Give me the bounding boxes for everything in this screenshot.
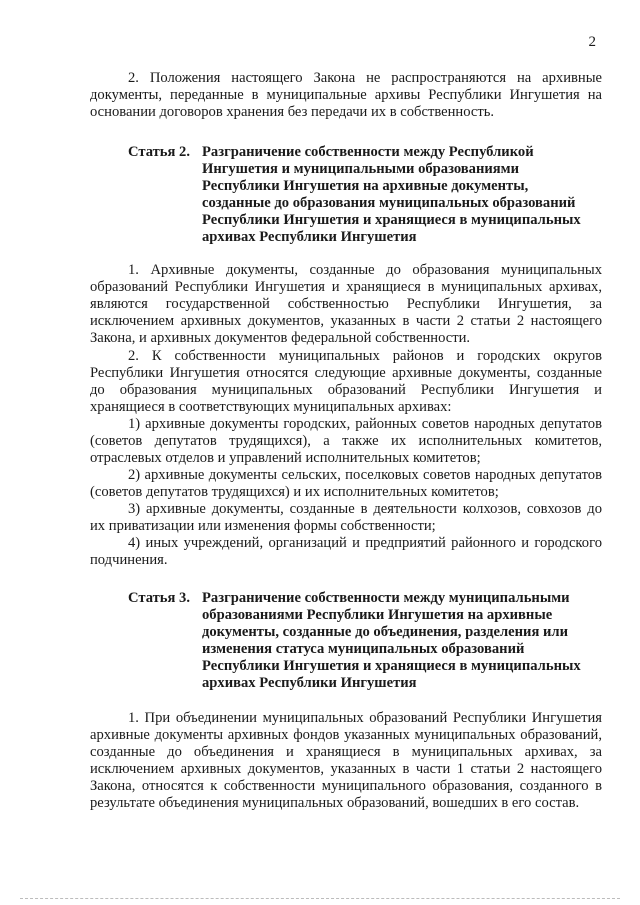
article-3-label: Статья 3. xyxy=(128,590,190,606)
article-2-title-line: созданные до образования муниципальных образований xyxy=(202,195,576,212)
article-2-title-line: архивах Республики Ингушетия xyxy=(202,229,417,246)
article-3-title-line: документы, созданные до объединения, разделения или xyxy=(202,624,569,641)
article-2-list-item: 3) архивные документы, созданные в деятельности колхозов, совхозов до их приватизации или изменения формы собственности; xyxy=(90,501,602,535)
page-number: 2 xyxy=(588,34,596,50)
article-2-list-item: 2) архивные документы сельских, поселковых советов народных депутатов (советов депутатов трудящихся) и их исполнительных комитетов; xyxy=(90,467,602,501)
article-3-title-line: изменения статуса муниципальных образований xyxy=(202,641,525,658)
article-3-title-line: Республики Ингушетия и хранящиеся в муниципальных xyxy=(202,658,581,675)
article-2-title-line: Разграничение собственности между Республикой xyxy=(202,144,534,160)
article-2-list-item: 1) архивные документы городских, районных советов народных депутатов (советов депутатов трудящихся), а также их исполнительных комитетов, отраслевых отделов и управлений исполнительных комитетов; xyxy=(90,416,602,467)
article-3-title-line: образованиями Республики Ингушетия на архивные xyxy=(202,607,553,624)
article-3-paragraph: 1. При объединении муниципальных образований Республики Ингушетия архивные документы архивных фондов указанных муниципальных образований, созданные до объединения и хранящиеся в муниципальных архивах, за исключением архивных документов, указанных в части 1 статьи 2 настоящего Закона, относятся к собственности муниципального образования, созданного в результате объединения муниципальных образований, вошедших в его состав. xyxy=(90,710,602,812)
article-3-title-line: Разграничение собственности между муниципальными xyxy=(202,590,570,606)
article-2-title-line: Республики Ингушетия на архивные документы, xyxy=(202,178,529,195)
article-2-label: Статья 2. xyxy=(128,144,190,160)
article-2-title-line: Ингушетия и муниципальными образованиями xyxy=(202,161,520,178)
article-2-title-line: Республики Ингушетия и хранящиеся в муниципальных xyxy=(202,212,581,229)
article-2-list-item: 4) иных учреждений, организаций и предприятий районного и городского подчинения. xyxy=(90,535,602,569)
article-3-heading xyxy=(128,590,608,693)
article-2-heading xyxy=(128,144,608,247)
paragraph-2-applicability: 2. Положения настоящего Закона не распространяются на архивные документы, переданные в муниципальные архивы Республики Ингушетия на основании договоров хранения без передачи их в собственность. xyxy=(90,70,602,121)
page-bottom-edge xyxy=(20,898,620,899)
article-2-paragraph: 2. К собственности муниципальных районов и городских округов Республики Ингушетия относятся следующие архивные документы, созданные до образования муниципальных образований Республики Ингушетия и хранящиеся в соответствующих муниципальных архивах: xyxy=(90,348,602,416)
article-3-title-line: архивах Республики Ингушетия xyxy=(202,675,417,692)
article-2-paragraph: 1. Архивные документы, созданные до образования муниципальных образований Республики Ингушетия и хранящиеся в муниципальных архивах, являются государственной собственностью Республики Ингушетия, за исключением архивных документов, указанных в части 2 статьи 2 настоящего Закона, и архивных документов федеральной собственности. xyxy=(90,262,602,347)
